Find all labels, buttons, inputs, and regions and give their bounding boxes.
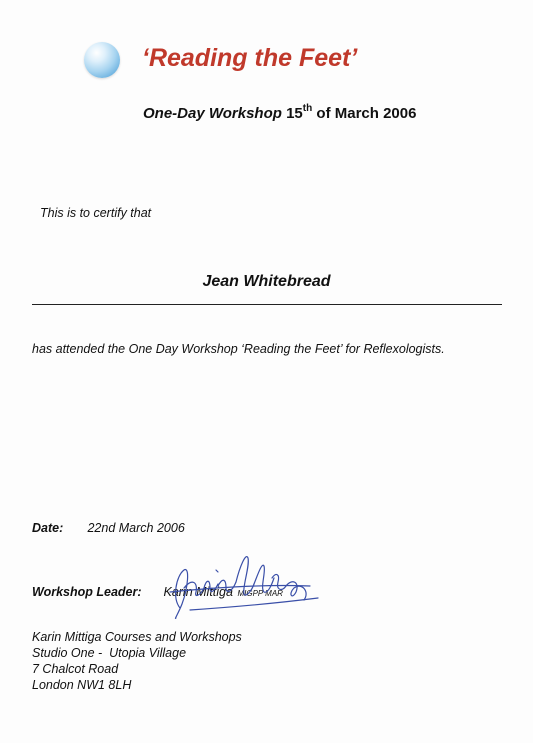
date-value: 22nd March 2006 xyxy=(87,521,185,535)
subtitle-day: 15 xyxy=(286,105,303,122)
subtitle-suffix: th xyxy=(302,103,313,114)
certificate-title: ‘Reading the Feet’ xyxy=(142,44,358,72)
name-underline xyxy=(32,304,502,305)
leader-label: Workshop Leader: xyxy=(32,585,142,599)
certify-text: This is to certify that xyxy=(40,206,152,220)
recipient-name: Jean Whitebread xyxy=(202,273,331,290)
leader-name: Karin Mittiga xyxy=(163,585,233,599)
address-line: Studio One - Utopia Village xyxy=(32,646,187,660)
date-label: Date: xyxy=(32,521,64,535)
address-line: 7 Chalcot Road xyxy=(32,662,119,676)
address-block xyxy=(32,629,242,693)
attended-text: has attended the One Day Workshop ‘Reading the Feet’ for Reflexologists. xyxy=(32,342,445,356)
leader-credentials: MIGPP MAR xyxy=(237,589,283,598)
subtitle-prefix: One-Day Workshop xyxy=(143,105,282,122)
blue-sphere-icon xyxy=(84,42,120,78)
subtitle-rest: of March 2006 xyxy=(316,105,417,122)
date-row xyxy=(32,521,185,535)
address-line: London NW1 8LH xyxy=(32,678,132,692)
address-line: Karin Mittiga Courses and Workshops xyxy=(32,630,242,644)
workshop-subtitle xyxy=(143,103,416,122)
handwritten-signature xyxy=(150,548,330,628)
